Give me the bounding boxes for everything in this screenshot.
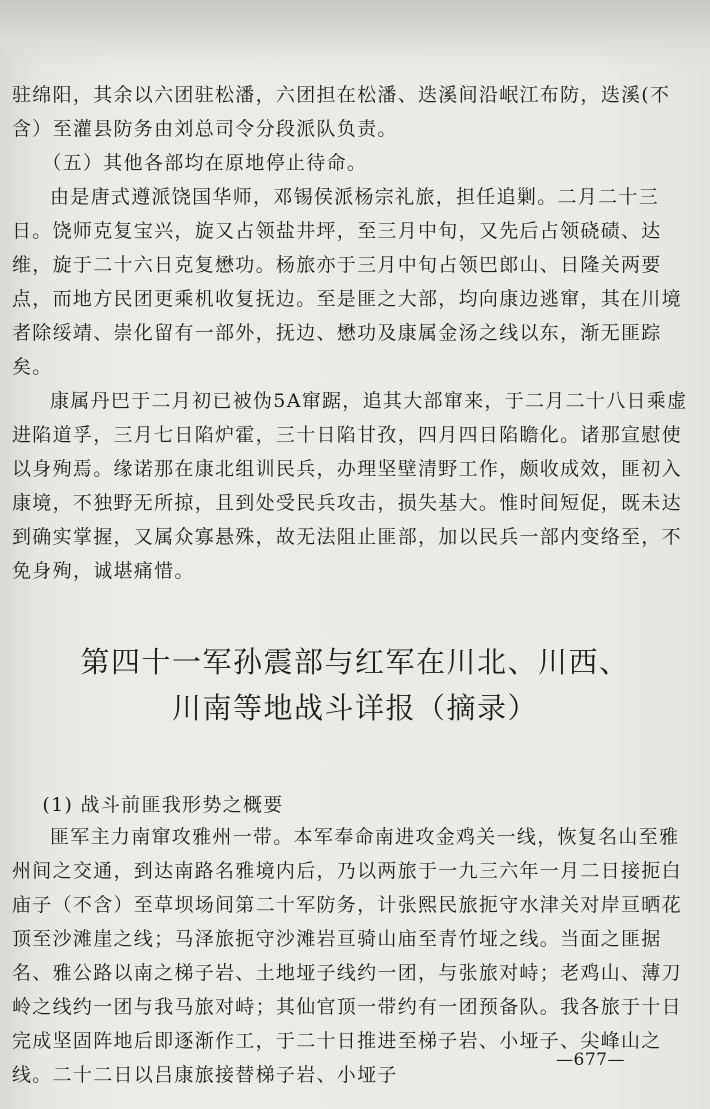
paragraph-danba: 康属丹巴于二月初已被伪5A窜踞，追其大部窜来，于二月二十八日乘虚进陷道孚，三月七日陷炉霍，三十日陷甘孜，四月四日陷瞻化。诸那宣慰使以身殉焉。缘诺那在康北组训民兵，办理坚壁清野工作，颇收成效，匪初入康境，不独野无所掠，且到处受民兵攻击，损失基大。惟时间短促，既未达到确实掌握，又属众寡悬殊，故无法阻止匪部，加以民兵一部内变络至，不免身殉，诚堪痛惜。 bbox=[12, 390, 688, 582]
page-number: —677— bbox=[556, 1050, 625, 1070]
section-title-line-1: 第四十一军孙震部与红军在川北、川西、 bbox=[80, 645, 630, 679]
body-paragraph bbox=[12, 384, 698, 588]
section-subheading bbox=[12, 788, 698, 822]
subheading-text: (1) 战斗前匪我形势之概要 bbox=[42, 794, 284, 816]
paragraph-situation: 匪军主力南窜攻雅州一带。本军奉命南进攻金鸡关一线，恢复名山至雅州间之交通，到达南路名雅境内后，乃以两旅于一九三六年一月二日接扼白庙子（不含）至草坝场间第二十军防务，计张熙民旅扼守水津关对岸亘晒花顶至沙滩崖之线；马泽旅扼守沙滩岩亘骑山庙至青竹垭之线。当面之匪据名、雅公路以南之梯子岩、土地垭子线约一团，与张旅对峙；老鸡山、薄刀岭之线约一团与我马旅对峙；其仙官顶一带约有一团预备队。我各旅于十日完成坚固阵地后即逐渐作工，于二十日推进至梯子岩、小垭子、尖峰山之线。二十二日以吕康旅接替梯子岩、小垭子 bbox=[12, 826, 682, 1086]
list-item-text: （五）其他各部均在原地停止待命。 bbox=[42, 152, 368, 174]
paragraph-continued: 驻绵阳，其余以六团驻松潘，六团担在松潘、迭溪间沿岷江布防，迭溪(不含）至灌县防务由刘总司令分段派队负责。 bbox=[12, 84, 671, 140]
list-item-five bbox=[12, 146, 698, 180]
body-paragraph bbox=[12, 180, 698, 384]
page-shadow bbox=[0, 0, 710, 70]
body-text-continued bbox=[12, 78, 698, 146]
paragraph-pursuit: 由是唐式遵派饶国华师，邓锡侯派杨宗礼旅，担任追剿。二月二十三日。饶师克复宝兴，旋又占领盐井坪，至三月中旬，又先后占领硗碛、达维，旋于二十六日克复懋功。杨旅亦于三月中旬占领巴郎山、日隆关两要点，而地方民团更乘机收复抚边。至是匪之大部，均向康边逃窜，其在川境者除绥靖、崇化留有一部外，抚边、懋功及康属金汤之线以东，渐无匪踪矣。 bbox=[12, 186, 682, 378]
section-title-line-2: 川南等地战斗详报（摘录） bbox=[171, 691, 538, 725]
